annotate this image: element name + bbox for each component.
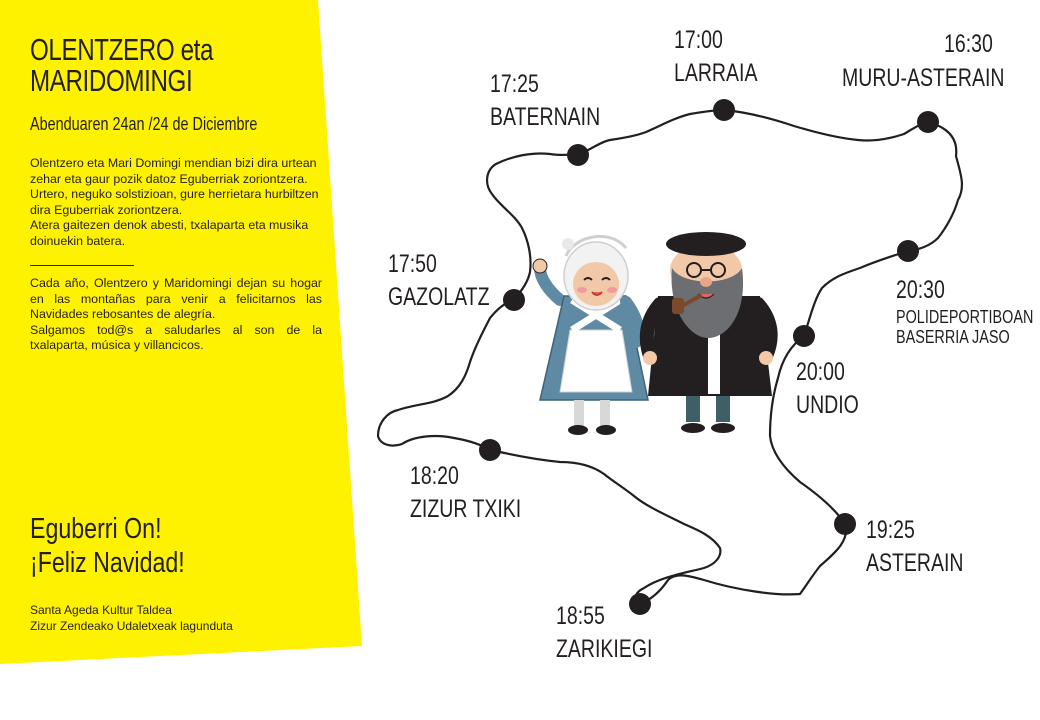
stop-label-gazolatz	[388, 248, 518, 314]
stop-place: ZIZUR TXIKI	[410, 495, 522, 523]
stop-place: POLIDEPORTIBOAN	[896, 307, 1034, 327]
stop-marker-asterain[interactable]	[834, 513, 856, 535]
spanish-paragraph: Cada año, Olentzero y Maridomingi dejan su hogar en las montañas para venir a felicitarnos las Navidades rebosantes de alegría.	[30, 276, 322, 321]
stop-time: 17:25	[490, 70, 539, 98]
stop-marker-undio[interactable]	[793, 325, 815, 347]
stop-place: BATERNAIN	[490, 103, 601, 131]
stop-label-larraia	[674, 24, 781, 90]
stop-time: 16:30	[944, 30, 993, 58]
basque-paragraph: Urtero, neguko solstizioan, gure herrietara hurbiltzen dira Eguberriak zoriontzera.	[30, 187, 319, 217]
credit-organizer: Santa Ageda Kultur Taldea	[30, 603, 172, 617]
stop-label-muru-asterain	[944, 28, 1007, 61]
mari-domingi-illustration	[533, 236, 648, 435]
stop-label-muru-asterain-place	[842, 62, 1040, 95]
stop-place: UNDIO	[796, 391, 859, 419]
olentzero-illustration	[643, 232, 773, 433]
stop-time: 19:25	[866, 516, 915, 544]
stop-marker-muru-asterain[interactable]	[917, 111, 939, 133]
stop-label-asterain	[866, 514, 991, 580]
stop-marker-polideportiboan[interactable]	[897, 240, 919, 262]
stop-time: 17:50	[388, 250, 437, 278]
stop-place: GAZOLATZ	[388, 283, 490, 311]
stop-label-undio	[796, 356, 877, 422]
stop-time: 18:55	[556, 602, 605, 630]
title-line-2: MARIDOMINGI	[30, 63, 193, 98]
stop-place: ASTERAIN	[866, 549, 964, 577]
stop-marker-baternain[interactable]	[567, 144, 589, 166]
credit-sponsor: Zizur Zendeako Udaletxeak lagunduta	[30, 619, 233, 633]
title-line-1: OLENTZERO eta	[30, 32, 214, 67]
spanish-paragraph: Salgamos tod@s a saludarles al son de la txalaparta, música y villancicos.	[30, 322, 322, 352]
stop-label-baternain	[490, 68, 631, 134]
event-date-text: Abenduaren 24an /24 de Diciembre	[30, 114, 258, 134]
greeting-basque: Eguberri On!	[30, 513, 162, 545]
stop-place: MURU-ASTERAIN	[842, 64, 1005, 92]
stop-marker-zizur-txiki[interactable]	[479, 439, 501, 461]
stop-place: ZARIKIEGI	[556, 635, 653, 663]
stop-time: 18:20	[410, 462, 459, 490]
stop-marker-larraia[interactable]	[713, 99, 735, 121]
stop-place: LARRAIA	[674, 59, 758, 87]
stop-label-zizur-txiki	[410, 460, 553, 526]
stop-time: 17:00	[674, 26, 723, 54]
stop-time: 20:30	[896, 276, 945, 304]
greeting-spanish: ¡Feliz Navidad!	[30, 547, 185, 579]
stop-place-detail: BASERRIA JASO	[896, 327, 1010, 347]
stop-label-polideportiboan	[896, 274, 1040, 347]
basque-paragraph: Olentzero eta Mari Domingi mendian bizi dira urtean zehar eta gaur pozik datoz Eguberriak zoriontzera.	[30, 156, 317, 186]
stop-label-zarikiegi	[556, 600, 680, 666]
stop-time: 20:00	[796, 358, 845, 386]
basque-paragraph: Atera gaitezen denok abesti, txalaparta eta musika doinuekin batera.	[30, 218, 309, 248]
